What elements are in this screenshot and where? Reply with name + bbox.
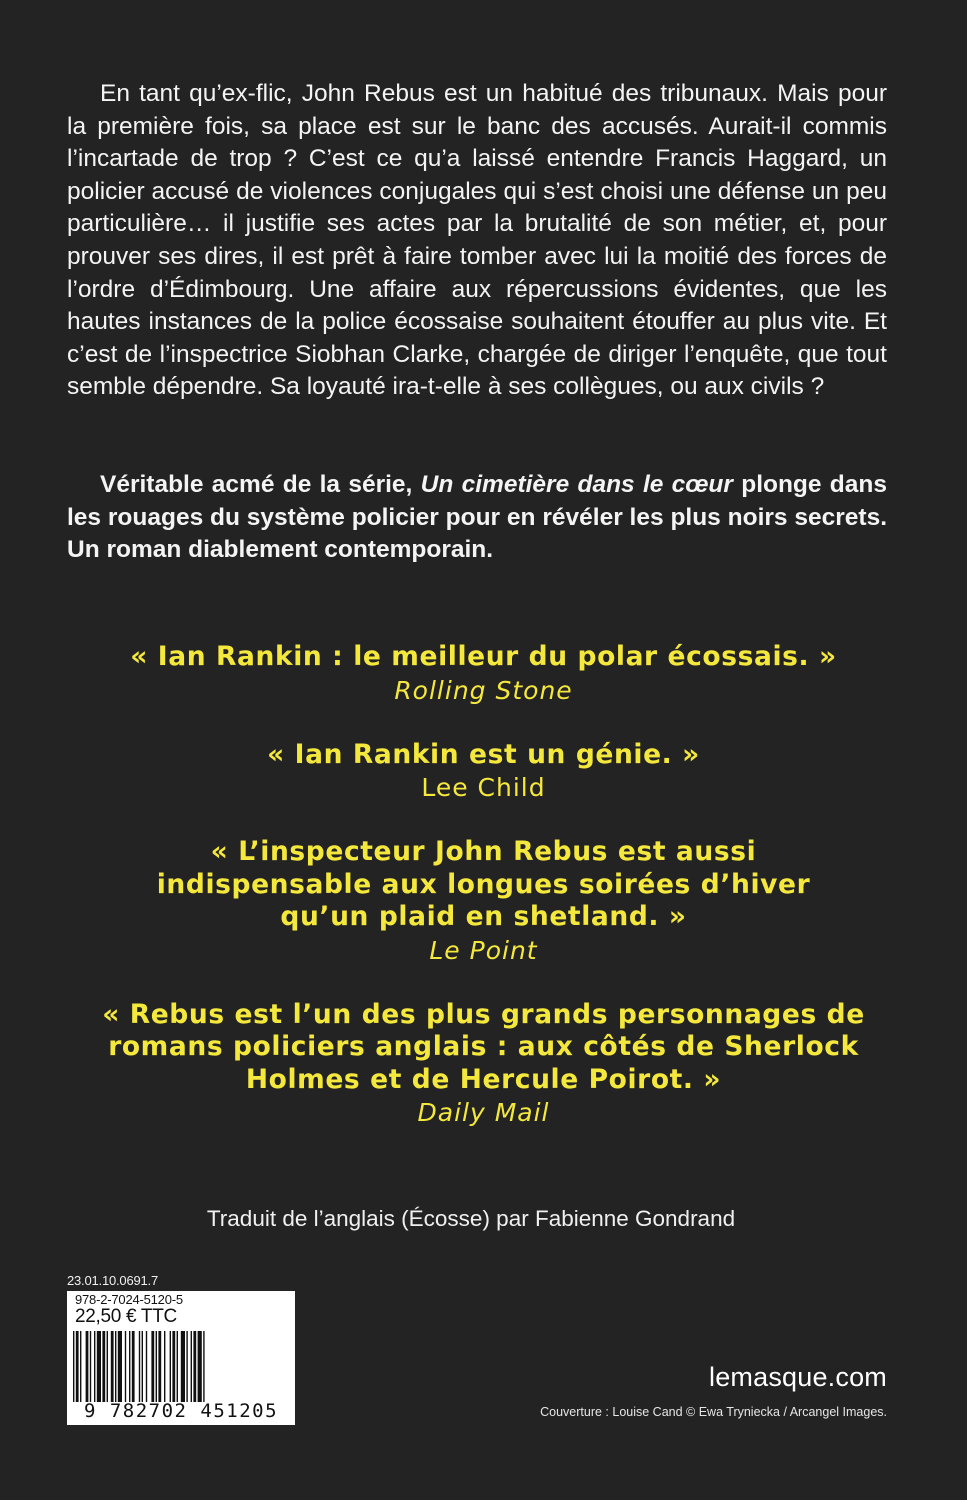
- pitch-after: plonge dans les rouages du système policier pour en révéler les plus noirs secrets. Un roman diablement contemporain.: [67, 471, 887, 564]
- barcode-bar: [73, 1331, 74, 1402]
- barcode-bar: [186, 1331, 187, 1402]
- product-code: 23.01.10.0691.7: [67, 1273, 158, 1288]
- synopsis: [67, 78, 887, 404]
- barcode-bar: [102, 1331, 105, 1402]
- quote-source: Rolling Stone: [394, 675, 573, 705]
- publisher-website: lemasque.com: [709, 1362, 887, 1392]
- barcode-bar: [115, 1331, 116, 1402]
- barcode-number: 9 782702 451205: [83, 1400, 279, 1422]
- barcode-bar: [90, 1331, 91, 1402]
- barcode-bar: [76, 1331, 79, 1402]
- quote-rolling-stone: [0, 641, 967, 708]
- price: 22,50 € TTC: [75, 1306, 177, 1327]
- quote-text: « Rebus est l’un des plus grands personnages de romans policiers anglais : aux côtés de Sherlock Holmes et de Hercule Poirot. »: [102, 998, 865, 1095]
- barcode-bar: [156, 1331, 157, 1402]
- quote-lee-child: [0, 739, 967, 806]
- barcode-bar: [198, 1331, 202, 1402]
- barcode-bar: [181, 1331, 185, 1402]
- quote-text: « Ian Rankin est un génie. »: [267, 738, 700, 770]
- translator-credit: Traduit de l’anglais (Écosse) par Fabienne Gondrand: [206, 1206, 736, 1231]
- book-title: Un cimetière dans le cœur: [420, 471, 733, 498]
- barcode-bar: [97, 1331, 101, 1402]
- barcode-bar: [142, 1331, 143, 1402]
- barcode-bar: [129, 1331, 130, 1402]
- quote-daily-mail: [0, 999, 967, 1131]
- synopsis-paragraph: En tant qu’ex-flic, John Rebus est un habitué des tribunaux. Mais pour la première fois, sa place est sur le banc des accusés. Aurait-il commis l’incartade de trop ? C’est ce qu’a laissé entendre Francis Haggard, un policier accusé de violences conjugales qui s’est choisi une défense un peu particulière… il justifie ses actes par la brutalité de son métier, et, pour prouver ses dires, il est prêt à faire tomber avec lui la moitié des forces de l’ordre d’Édimbourg. Une affaire aux répercussions évidentes, que les hautes instances de la police écossaise souhaitent étouffer au plus vite. Et c’est de l’inspectrice Siobhan Clarke, chargée de diriger l’enquête, que tout semble dépendre. Sa loyauté ira-t-elle à ses collègues, ou aux civils ?: [67, 80, 887, 401]
- barcode-bar: [94, 1331, 95, 1402]
- barcode-bar: [125, 1331, 126, 1402]
- barcode-bar: [177, 1331, 178, 1402]
- barcode-bar: [132, 1331, 135, 1402]
- quote-text: « L’inspecteur John Rebus est aussi indispensable aux longues soirées d’hiver qu’un plaid en shetland. »: [156, 836, 811, 932]
- press-quotes: [0, 641, 967, 1161]
- barcode-bar: [139, 1331, 140, 1402]
- barcode-bar: [111, 1331, 114, 1402]
- pitch-paragraph: [67, 469, 887, 567]
- barcode-bar: [170, 1331, 171, 1402]
- barcode-bar: [164, 1331, 165, 1402]
- barcode-bar: [172, 1331, 175, 1402]
- quote-le-point: [0, 836, 967, 968]
- barcode-bar: [146, 1331, 147, 1402]
- barcode-bar: [80, 1331, 81, 1402]
- quote-source: Le Point: [429, 935, 538, 965]
- barcode-panel: [67, 1291, 295, 1425]
- barcode-bar: [86, 1331, 89, 1402]
- quote-source: Lee Child: [421, 773, 546, 802]
- barcode-bar: [193, 1331, 196, 1402]
- barcode-icon: [73, 1331, 289, 1402]
- barcode-bar: [118, 1331, 122, 1402]
- barcode-bar: [151, 1331, 154, 1402]
- barcode-bar: [158, 1331, 161, 1402]
- quote-source: Daily Mail: [417, 1098, 550, 1127]
- quote-text: « Ian Rankin : le meilleur du polar écossais. »: [130, 641, 837, 672]
- barcode-bar: [107, 1331, 108, 1402]
- cover-credits: Couverture : Louise Cand © Ewa Tryniecka / Arcangel Images.: [540, 1405, 887, 1419]
- pitch-before: Véritable acmé de la série,: [100, 471, 421, 498]
- barcode-bar: [191, 1331, 192, 1402]
- barcode-bar: [203, 1331, 204, 1402]
- isbn: 978-2-7024-5120-5: [75, 1292, 183, 1307]
